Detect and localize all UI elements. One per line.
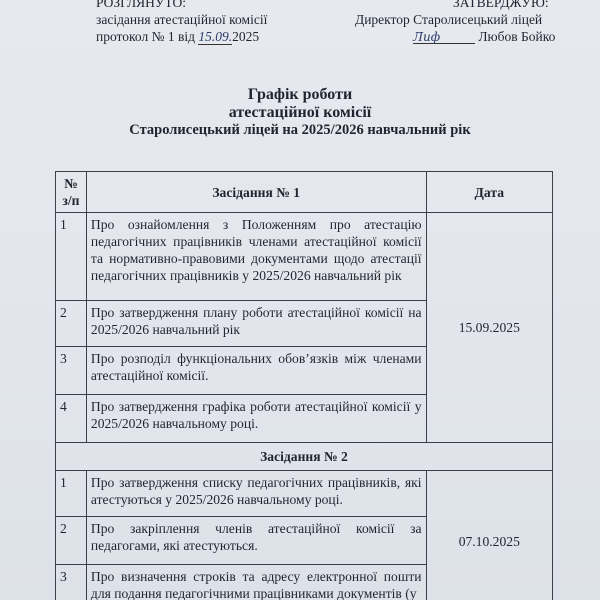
column-session-header: Засідання № 1 — [86, 172, 426, 213]
column-date-header: Дата — [426, 172, 552, 213]
table-row — [56, 471, 553, 517]
item-number: 3 — [56, 565, 87, 600]
document-subtitle: атестаційної комісії — [228, 104, 372, 121]
commission-meeting-label: засідання атестаційної комісії — [96, 12, 268, 27]
item-text: Про ознайомлення з Положенням про атестацію педагогічних працівників членами атестаційної комісії та нормативно-правовими документами щодо атестації педагогічних працівників у 2025/2026 навчальний рік — [86, 213, 426, 301]
column-number-header: № з/п — [56, 172, 87, 213]
item-text: Про розподіл функціональних обов’язків між членами атестаційної комісії. — [86, 347, 426, 395]
item-text: Про визначення строків та адресу електронної пошти для подання педагогічними працівниками документів (у — [86, 565, 426, 600]
document-school-year: Старолисецький ліцей на 2025/2026 навчальний рік — [129, 122, 471, 138]
protocol-line: протокол № 1 від 15.09.2025 — [96, 29, 260, 44]
signature-image: Лиф — [413, 31, 475, 44]
schedule-table — [55, 171, 553, 600]
session-title: Засідання № 2 — [56, 443, 553, 471]
item-number: 3 — [56, 347, 87, 395]
director-title: Директор Старолисецький ліцей — [355, 12, 543, 27]
table-header-row — [56, 172, 553, 213]
handwritten-protocol-date: 15.09. — [198, 29, 233, 44]
session-date: 07.10.2025 — [426, 471, 552, 600]
item-number: 4 — [56, 395, 87, 443]
document-title: Графік роботи — [247, 86, 353, 103]
session-header-row — [56, 443, 553, 471]
item-number: 2 — [56, 301, 87, 347]
item-text: Про закріплення членів атестаційної комісії за педагогами, які атестуються. — [86, 517, 426, 565]
item-text: Про затвердження графіка роботи атестаційної комісії у 2025/2026 навчальному році. — [86, 395, 426, 443]
signature-line — [355, 28, 555, 45]
item-text: Про затвердження списку педагогічних працівників, які атестуються у 2025/2026 навчальному році. — [86, 471, 426, 517]
approved-heading: ЗАТВЕРДЖУЮ: — [453, 0, 549, 10]
considered-heading: РОЗГЛЯНУТО: — [96, 0, 187, 10]
item-number: 2 — [56, 517, 87, 565]
approved-block — [355, 0, 555, 45]
signer-name: Любов Бойко — [478, 29, 556, 44]
item-number: 1 — [56, 471, 87, 517]
table-row — [56, 213, 553, 301]
item-number: 1 — [56, 213, 87, 301]
item-text: Про затвердження плану роботи атестаційної комісії на 2025/2026 навчальний рік — [86, 301, 426, 347]
session-date: 15.09.2025 — [426, 213, 552, 443]
approval-considered-block — [96, 0, 267, 45]
